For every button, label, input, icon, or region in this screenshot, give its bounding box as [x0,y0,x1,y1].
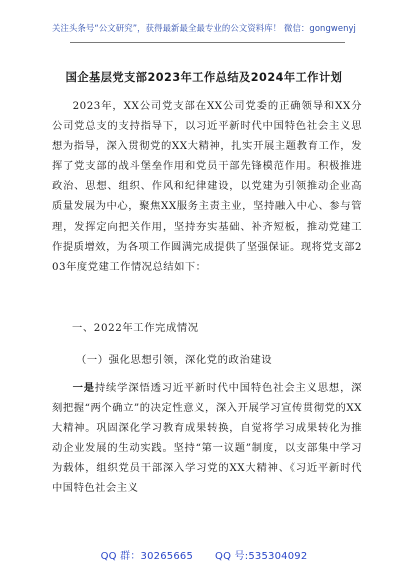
body-paragraph-text: 持续学深悟透习近平新时代中国特色社会主义思想，深刻把握“两个确立”的决定性意义，深入开展学习宣传贯彻党的XX大精神。巩固深化学习教育成果转换，自觉将学习成果转化为推动企业发展的生动实践。坚持“第一议题”制度，以支部集中学习为载体，组织党员干部深入学习党的XX大精神、《习近平新时代中国特色社会主义 [52,382,363,495]
header-promo-note: 关注头条号“公文研究”，获得最新最全最专业的公文资料库！ 微信：gongwenyj [52,23,356,33]
header-divider [70,42,345,43]
section-heading: 一、2022年工作完成情况 [72,322,199,334]
footer-qq-group: QQ 群：30265665 [100,551,194,562]
document-title: 国企基层党支部2023年工作总结及2024年工作计划 [65,71,343,84]
body-paragraph [52,378,362,499]
body-lead-marker: 一是 [72,382,95,394]
footer-contact [0,547,408,562]
intro-paragraph: 2023年，XX公司党支部在XX公司党委的正确领导和XX分公司党总支的支持指导下，以习近平新时代中国特色社会主义思想为指导，深入贯彻党的XX大精神，扎实开展主题教育工作，发挥了党支部的战斗堡垒作用和党员干部先锋模范作用。积极推进政治、思想、组织、作风和纪律建设，以党建为引领推动企业高质量发展为中心，聚焦XX服务主责主业，坚持融入中心、参与管理，发挥定向把关作用，坚持夯实基础、补齐短板，推动党建工作提质增效，为各项工作圆满完成提供了坚强保证。现将党支部203年度党建工作情况总结如下： [52,100,362,273]
footer-qq-number: QQ 号:535304092 [215,551,308,562]
subsection-heading: （一）强化思想引领，深化党的政治建设 [76,354,273,366]
